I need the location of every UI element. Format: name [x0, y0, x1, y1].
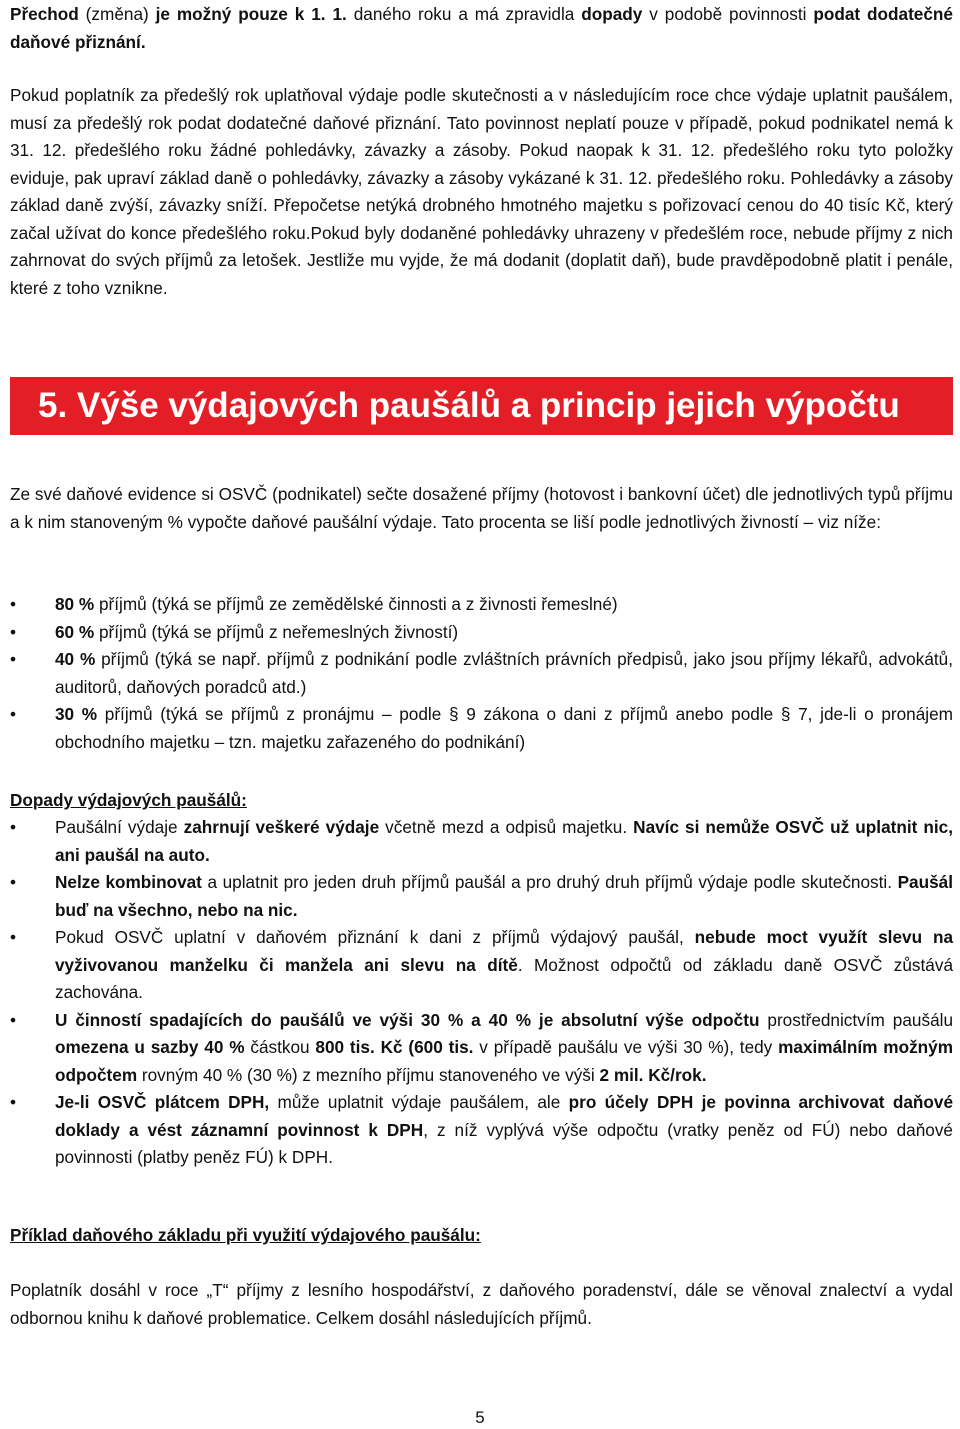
list-item	[10, 814, 953, 869]
bullet-icon: •	[10, 1009, 17, 1030]
text-run: částkou	[244, 1037, 316, 1057]
bold-text: podat dodatečné daňové přiznání.	[10, 4, 953, 52]
text-run: Pokud poplatník za předešlý rok uplatňoval výdaje podle skutečnosti a v následujícím roce chce výdaje uplatnit paušálem, musí za předešlý rok podat dodatečné daňové přiznání. Tato povinnost neplatí pouze v případě, pokud podnikatel nemá k 31. 12. předešlého roku žádné pohledávky, závazky a zásoby. Pokud naopak k 31. 12. předešlého roku tyto položky eviduje, pak upraví základ daně o pohledávky, závazky a zásoby vykázané k 31. 12. předešlého roku. Pohledávky a zásoby základ daně zvýší, závazky sníží. Přepočetse netýká drobného hmotného majetku s pořizovací cenou do 40 tisíc Kč, který začal užívat do konce předešlého roku.Pokud byly dodaněné pohledávky uhrazeny v předešlém roce, nebude příjmy z nich zahrnovat do svých příjmů za letošek. Jestliže mu vyjde, že má dodanit (doplatit daň), bude pravděpodobně platit i penále, které z toho vznikne.	[10, 85, 953, 298]
text-run: prostřednictvím paušálu	[759, 1009, 953, 1030]
list-item	[10, 1007, 953, 1090]
text-run: příjmů (týká se příjmů z neřemeslných živností)	[94, 621, 459, 642]
bullet-icon: •	[10, 621, 17, 642]
bullet-icon: •	[10, 872, 17, 892]
bold-text: Navíc si nemůže OSVČ už uplatnit nic, ani paušál na auto.	[55, 817, 953, 865]
intro-paragraph	[10, 1, 953, 56]
bullet-icon: •	[10, 1092, 17, 1112]
impacts-heading: Dopady výdajových paušálů:	[10, 790, 247, 810]
text-run: Pokud OSVČ uplatní v daňovém přiznání k dani z příjmů výdajový paušál,	[55, 927, 695, 947]
bullet-icon: •	[10, 704, 17, 724]
bold-text: 30 %	[55, 704, 98, 724]
text-run: příjmů (týká se příjmů ze zemědělské činnosti a z živnosti řemeslné)	[94, 594, 618, 614]
bold-text: Je-li OSVČ plátcem DPH,	[55, 1092, 270, 1112]
expense-switch-paragraph	[10, 82, 953, 302]
bold-text: nebude moct využít slevu na vyživovanou manželku či manžela ani slevu na dítě	[55, 927, 954, 975]
bold-text: zahrnují veškeré výdaje	[183, 817, 380, 837]
text-run: může uplatnit výdaje paušálem, ale	[269, 1092, 569, 1112]
bold-text: je možný pouze k 1. 1.	[155, 4, 347, 24]
text-run: Paušální výdaje	[55, 817, 184, 837]
rate-list	[10, 591, 953, 756]
list-item	[10, 619, 953, 647]
bullet-icon: •	[10, 594, 17, 614]
bold-text: 40 %	[55, 649, 96, 669]
page-number: 5	[475, 1408, 485, 1427]
list-item	[10, 591, 953, 619]
bullet-icon: •	[10, 927, 17, 947]
section-title: 5. Výše výdajových paušálů a princip jejich výpočtu	[38, 386, 900, 425]
bold-text: 60 %	[55, 621, 95, 642]
bold-text: (600 tis.	[408, 1037, 474, 1057]
list-item	[10, 646, 953, 701]
text-run: rovným 40 % (30 %) z mezního příjmu stanoveného ve výši	[137, 1064, 600, 1085]
bold-text: 800 tis. Kč	[315, 1037, 403, 1057]
bold-text: 2 mil. Kč/rok.	[599, 1064, 707, 1085]
text-run: včetně mezd a odpisů majetku.	[379, 817, 634, 837]
bold-text: Přechod	[10, 4, 79, 24]
text-run: v podobě povinnosti	[642, 4, 814, 24]
bold-text: 80 %	[55, 594, 95, 614]
text-run: daného roku a má zpravidla	[346, 4, 582, 24]
impacts-list	[10, 814, 953, 1172]
example-heading: Příklad daňového základu při využití výdajového paušálu:	[10, 1225, 481, 1245]
bold-text: pro účely DPH je povinna archivovat daňové doklady a vést záznamní povinnost k DPH	[55, 1092, 954, 1140]
section-banner	[10, 377, 953, 435]
text-run: Poplatník dosáhl v roce „T“ příjmy z lesního hospodářství, z daňového poradenství, dále se věnoval znalectví a vydal odbornou knihu k daňové problematice. Celkem dosáhl následujících příjmů.	[10, 1280, 953, 1328]
text-run: a uplatnit pro jeden druh příjmů paušál a pro druhý druh příjmů výdaje podle skutečnosti.	[201, 872, 898, 892]
bold-text: Nelze kombinovat	[55, 872, 202, 892]
list-item	[10, 869, 953, 924]
list-item	[10, 1089, 953, 1172]
example-paragraph	[10, 1277, 953, 1332]
text-run: Ze své daňové evidence si OSVČ (podnikatel) sečte dosažené příjmy (hotovost i bankovní účet) dle jednotlivých typů příjmu a k nim stanoveným % vypočte daňové paušální výdaje. Tato procenta se liší podle jednotlivých živností – viz níže:	[10, 484, 953, 532]
calculation-paragraph	[10, 481, 953, 536]
bold-text: dopady	[581, 4, 643, 24]
bold-text: U činností spadajících do paušálů ve výši 30 % a 40 % je absolutní výše odpočtu	[55, 1009, 760, 1030]
text-run: v případě paušálu ve výši 30 %), tedy	[473, 1037, 779, 1057]
text-run: . Možnost odpočtů od základu daně OSVČ zůstává zachována.	[55, 954, 953, 1002]
bold-text: maximálním možným odpočtem	[55, 1037, 953, 1085]
bold-text: omezena u sazby 40 %	[55, 1037, 245, 1057]
text-run: , z níž vyplývá výše odpočtu (vratky peněz od FÚ) nebo daňové povinnosti (platby peněz FÚ) k DPH.	[55, 1119, 953, 1167]
list-item	[10, 924, 953, 1007]
text-run: (změna)	[78, 4, 156, 24]
text-run: příjmů (týká se např. příjmů z podnikání podle zvláštních právních předpisů, jako jsou příjmy lékařů, advokátů, auditorů, daňových poradců atd.)	[55, 649, 953, 697]
bullet-icon: •	[10, 817, 17, 837]
bullet-icon: •	[10, 649, 17, 669]
list-item	[10, 701, 953, 756]
text-run: příjmů (týká se příjmů z pronájmu – podle § 9 zákona o dani z příjmů anebo podle § 7, jde-li o pronájem obchodního majetku – tzn. majetku zařazeného do podnikání)	[55, 704, 953, 752]
bold-text: Paušál buď na všechno, nebo na nic.	[55, 872, 953, 920]
